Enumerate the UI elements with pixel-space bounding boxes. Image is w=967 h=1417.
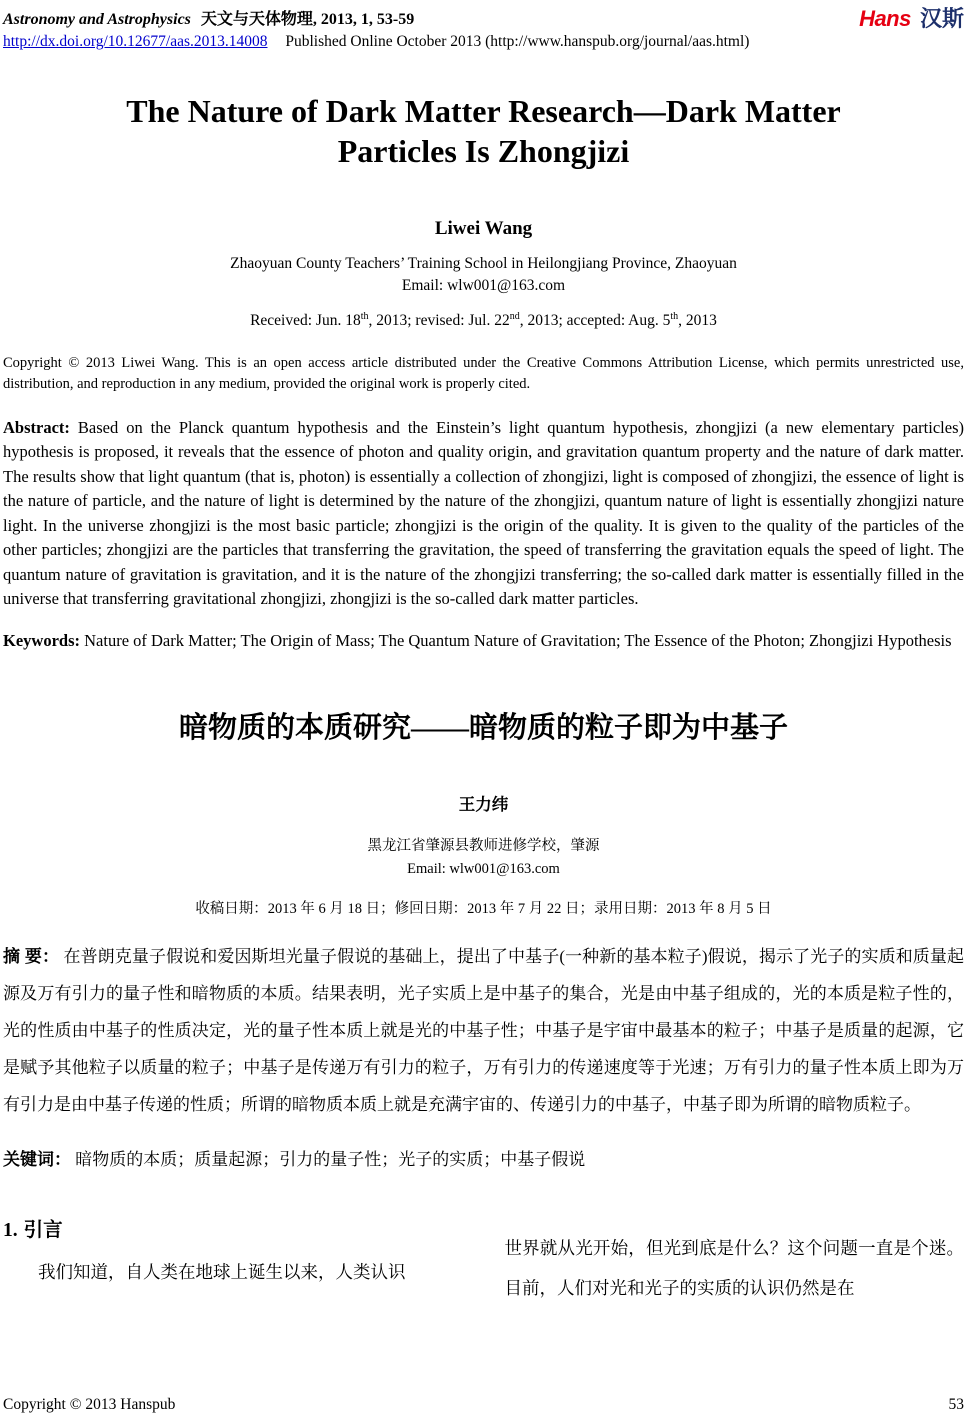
- article-title: [3, 91, 964, 172]
- journal-info: [3, 6, 749, 51]
- chinese-title: 暗物质的本质研究——暗物质的粒子即为中基子: [178, 712, 788, 745]
- accepted-sup-th: th: [670, 310, 679, 322]
- author-name: Liwei Wang: [434, 217, 533, 239]
- chinese-keywords-label: 关键词：: [3, 1150, 71, 1170]
- received-sup-th: th: [360, 310, 369, 322]
- chinese-author-email: Email: wlw001@163.com: [407, 860, 560, 877]
- abstract-paragraph: [3, 416, 964, 612]
- two-column-body: [3, 1214, 964, 1308]
- received-dates-line: [3, 312, 964, 330]
- page-header: [3, 6, 964, 51]
- journal-title-line: [3, 6, 749, 29]
- footer-copyright: Copyright © 2013 Hanspub: [3, 1396, 176, 1413]
- chinese-abstract-label: 摘 要：: [3, 947, 60, 967]
- hans-logo-hanzi: 汉斯: [919, 6, 964, 31]
- chinese-keywords-paragraph: [3, 1145, 964, 1170]
- revised-sup-nd: nd: [509, 310, 520, 322]
- article-title-line1: The Nature of Dark Matter Research—Dark Matter: [126, 93, 841, 129]
- page-number: 53: [948, 1396, 964, 1413]
- chinese-abstract-text: 在普朗克量子假说和爱因斯坦光量子假说的基础上，提出了中基子(一种新的基本粒子)假说，揭示了光子的实质和质量起源及万有引力的量子性和暗物质的本质。结果表明，光子实质上是中基子的集合，光是由中基子组成的，光的本质是粒子性的，光的性质由中基子的性质决定，光的量子性本质上就是光的中基子性；中基子是宇宙中最基本的粒子；中基子是质量的起源，它是赋予其他粒子以质量的粒子；中基子是传递万有引力的粒子，万有引力的传递速度等于光速；万有引力的量子性本质上即为万有引力是由中基子传递的性质；所谓的暗物质本质上就是充满宇宙的、传递引力的中基子，中基子即为所谓的暗物质粒子。: [3, 947, 965, 1115]
- chinese-affiliation-text: 黑龙江省肇源县教师进修学校，肇源: [367, 838, 600, 855]
- hans-logo-text: Hans: [859, 6, 911, 31]
- right-column-paragraph: 世界就从光开始，但光到底是什么？这个问题一直是个迷。目前，人们对光和光子的实质的认识仍然是在: [504, 1238, 964, 1299]
- affiliation-text: Zhaoyuan County Teachers’ Training School in Heilongjiang Province, Zhaoyuan: [230, 254, 737, 272]
- chinese-author-name: 王力纬: [458, 795, 509, 815]
- journal-name-en: Astronomy and Astrophysics: [3, 11, 191, 28]
- received-text: Received: Jun. 18: [250, 311, 361, 329]
- right-column: [505, 1214, 965, 1308]
- article-title-line2: Particles Is Zhongjizi: [337, 133, 630, 170]
- section-1-title: 引言: [23, 1219, 63, 1242]
- published-online-text: Published Online October 2013 (http://www.hanspub.org/journal/aas.html): [285, 33, 750, 50]
- page-footer: [3, 1396, 964, 1414]
- left-column: [3, 1214, 463, 1308]
- keywords-paragraph: [3, 628, 964, 653]
- doi-link[interactable]: http://dx.doi.org/10.12677/aas.2013.14008: [3, 33, 268, 50]
- journal-name-zh: 天文与天体物理, 2013, 1, 53-59: [200, 11, 415, 28]
- section-1-number: 1.: [3, 1220, 18, 1242]
- abstract-label: Abstract:: [3, 417, 70, 437]
- hans-publisher-logo: [859, 6, 964, 30]
- chinese-affiliation-block: [3, 835, 964, 880]
- chinese-dates-line: 收稿日期：2013 年 6 月 18 日；修回日期：2013 年 7 月 22 日；录用日期：2013 年 8 月 5 日: [195, 901, 772, 918]
- keywords-text: Nature of Dark Matter; The Origin of Mass; The Quantum Nature of Gravitation; The Essence of the Photon; Zhongjizi Hypothesis: [84, 631, 952, 651]
- chinese-keywords-text: 暗物质的本质；质量起源；引力的量子性；光子的实质；中基子假说: [75, 1150, 586, 1170]
- copyright-notice: Copyright © 2013 Liwei Wang. This is an open access article distributed under the Creative Commons Attribution License, which permits unrestricted use, distribution, and reproduction in any medium, provided the original work is properly cited.: [3, 354, 964, 392]
- accepted-text: , 2013; accepted: Aug. 5: [519, 311, 671, 329]
- chinese-abstract-paragraph: [3, 938, 964, 1123]
- affiliation-block: [3, 253, 964, 297]
- keywords-label: Keywords:: [3, 631, 80, 651]
- doi-line: [3, 33, 749, 51]
- accepted-year-text: , 2013: [678, 311, 717, 329]
- revised-text: , 2013; revised: Jul. 22: [368, 311, 510, 329]
- abstract-text: Based on the Planck quantum hypothesis and the Einstein’s light quantum hypothesis, zhongjizi (a new elementary particles) hypothesis is proposed, it reveals that the essence of photon and quality origin, and gravitation quantum property and the nature of dark matter. The results show that light quantum (that is, photon) is essentially a collection of zhongjizi, light is composed of zhongjizi, the essence of light is the nature of particle, and the nature of light is determined by the nature of the zhongjizi, quantum nature of light is essentially zhongjizi nature light. In the universe zhongjizi is the most basic particle; zhongjizi is the origin of the quality. It is given to the quality of the particles of the other particles; zhongjizi are the particles that transferring the gravitation, the speed of transferring the gravitation equals the speed of light. The quantum nature of gravitation is gravitation, and it is the nature of the zhongjizi transferring; the so-called dark matter is essentially filled in the universe that transferring gravitational zhongjizi, zhongjizi is the so-called dark matter particles.: [3, 417, 964, 609]
- section-1-heading: [3, 1214, 463, 1242]
- author-email: Email: wlw001@163.com: [401, 276, 566, 294]
- left-column-paragraph: 我们知道，自人类在地球上诞生以来，人类认识: [38, 1262, 406, 1283]
